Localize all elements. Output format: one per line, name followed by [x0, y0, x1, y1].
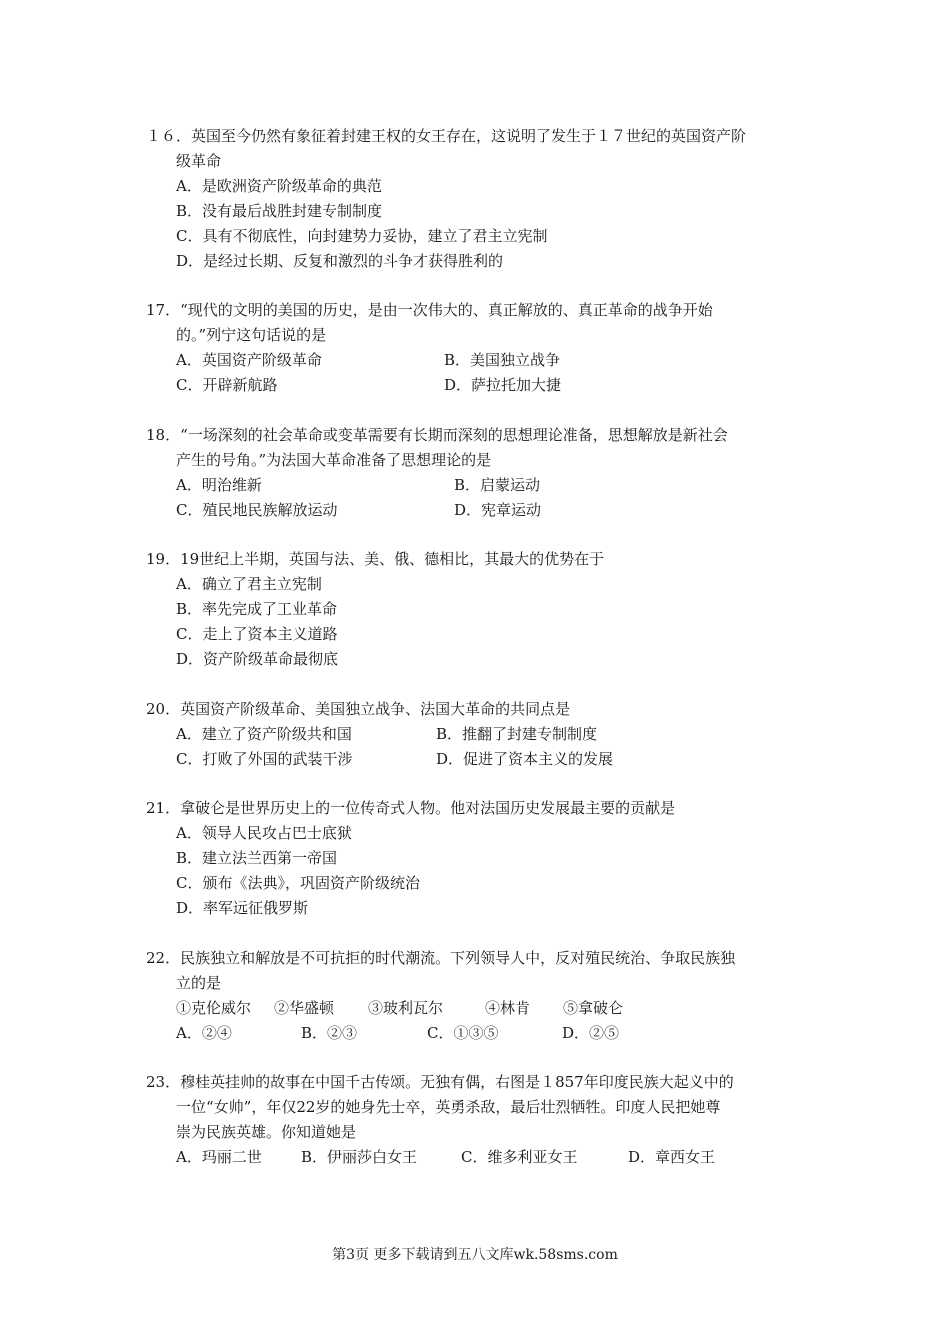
option-a: A．英国资产阶级革命: [176, 351, 322, 369]
option-row: [146, 1021, 826, 1046]
option-d: D．宪章运动: [454, 501, 542, 519]
option-c: C．殖民地民族解放运动: [176, 501, 338, 519]
option-b: B．启蒙运动: [454, 476, 541, 494]
option-b: B．建立法兰西第一帝国: [176, 849, 338, 867]
option-d: D．章西女王: [628, 1148, 716, 1166]
option-c: C．打败了外国的武装干涉: [176, 750, 353, 768]
option-row: [146, 747, 826, 772]
question-16: [146, 124, 826, 274]
question-18: [146, 423, 826, 523]
option-b: B．伊丽莎白女王: [301, 1148, 418, 1166]
option-a: A．明治维新: [176, 476, 262, 494]
option-c: C．具有不彻底性，向封建势力妥协，建立了君主立宪制: [176, 227, 548, 245]
option-d: D．资产阶级革命最彻底: [176, 650, 339, 668]
option-d: D．②⑤: [562, 1024, 620, 1042]
question-stem: 17．“现代的文明的美国的历史，是由一次伟大的、真正解放的、真正革命的战争开始 的。”列宁这句话说的是: [146, 301, 713, 344]
question-19: [146, 547, 826, 672]
option-d: D．是经过长期、反复和激烈的斗争才获得胜利的: [176, 252, 504, 270]
question-17: [146, 298, 826, 398]
option-row: [146, 722, 826, 747]
option-d: D．萨拉托加大捷: [444, 376, 562, 394]
question-stem: 20．英国资产阶级革命、美国独立战争、法国大革命的共同点是: [146, 700, 571, 718]
option-c: C．维多利亚女王: [461, 1148, 578, 1166]
option-c: C．①③⑤: [427, 1024, 499, 1042]
option-d: D．率军远征俄罗斯: [176, 899, 309, 917]
option-c: C．走上了资本主义道路: [176, 625, 338, 643]
choice-item: ⑤拿破仑: [563, 999, 624, 1017]
option-row: [146, 373, 826, 398]
question-20: [146, 697, 826, 772]
option-a: A．玛丽二世: [176, 1148, 262, 1166]
choice-item: ②华盛顿: [274, 999, 335, 1017]
option-row: [146, 498, 826, 523]
question-stem: 19．19世纪上半期，英国与法、美、俄、德相比，其最大的优势在于: [146, 550, 605, 568]
option-a: A．是欧洲资产阶级革命的典范: [176, 177, 382, 195]
question-stem: 23．穆桂英挂帅的故事在中国千古传颂。无独有偶，右图是１857年印度民族大起义中的 一位“女帅”，年仅22岁的她身先士卒，英勇杀敌，最后壮烈牺牲。印度人民把她尊 崇为民族英雄。你知道她是: [146, 1073, 734, 1141]
option-a: A．确立了君主立宪制: [176, 575, 322, 593]
option-b: B．率先完成了工业革命: [176, 600, 338, 618]
option-c: C．开辟新航路: [176, 376, 278, 394]
choice-item: ③玻利瓦尔: [368, 999, 444, 1017]
question-22: [146, 946, 826, 1046]
option-row: [146, 1145, 826, 1170]
option-b: B．②③: [301, 1024, 358, 1042]
option-row: [146, 473, 826, 498]
choice-item: ④林肯: [485, 999, 531, 1017]
option-b: B．美国独立战争: [444, 351, 561, 369]
question-stem: 21．拿破仑是世界历史上的一位传奇式人物。他对法国历史发展最主要的贡献是: [146, 799, 676, 817]
option-b: B．没有最后战胜封建专制制度: [176, 202, 383, 220]
question-stem: １６．英国至今仍然有象征着封建王权的女王存在，这说明了发生于１７世纪的英国资产阶 级革命: [146, 127, 747, 170]
option-a: A．建立了资产阶级共和国: [176, 725, 352, 743]
question-23: [146, 1070, 826, 1170]
question-stem: 18．“一场深刻的社会革命或变革需要有长期而深刻的思想理论准备，思想解放是新社会 产生的号角。”为法国大革命准备了思想理论的是: [146, 426, 728, 469]
choice-item: ①克伦威尔: [176, 999, 252, 1017]
option-a: A．领导人民攻占巴士底狱: [176, 824, 352, 842]
choice-list: [146, 996, 826, 1021]
option-b: B．推翻了封建专制制度: [436, 725, 598, 743]
option-row: [146, 348, 826, 373]
option-c: C．颁布《法典》，巩固资产阶级统治: [176, 874, 420, 892]
option-a: A．②④: [176, 1024, 232, 1042]
page-footer: 第3页 更多下载请到五八文库wk.58sms.com: [332, 1247, 618, 1263]
option-d: D．促进了资本主义的发展: [436, 750, 614, 768]
question-21: [146, 796, 826, 921]
question-stem: 22．民族独立和解放是不可抗拒的时代潮流。下列领导人中，反对殖民统治、争取民族独 立的是: [146, 949, 736, 992]
